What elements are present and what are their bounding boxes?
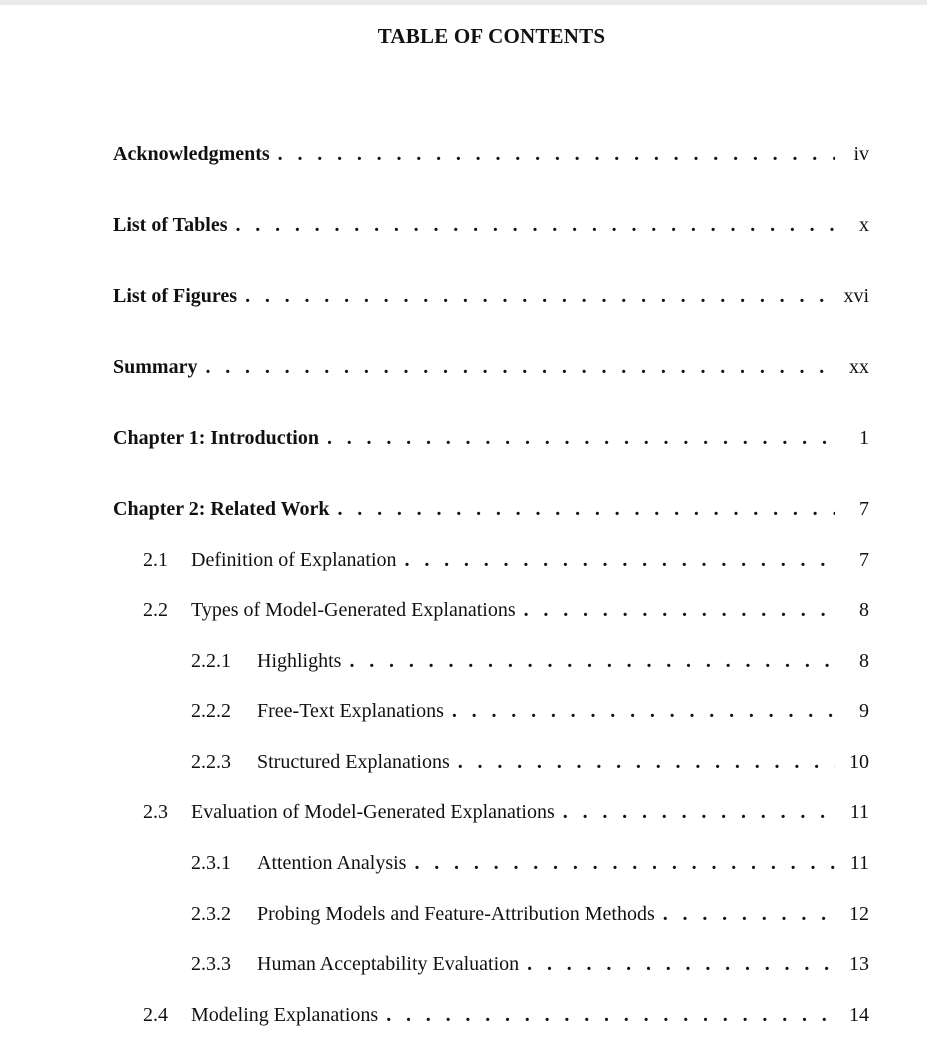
toc-entry-page-number: xx <box>849 356 869 378</box>
toc-entry[interactable] <box>113 282 869 310</box>
toc-dot-leader <box>337 495 835 523</box>
toc-entry[interactable] <box>113 424 869 452</box>
toc-entry[interactable] <box>191 647 869 675</box>
toc-dot-leader <box>327 424 835 452</box>
toc-entry-title: Modeling Explanations <box>191 1004 379 1026</box>
toc-entry-page-number: 11 <box>849 852 869 874</box>
toc-entry-page-number: x <box>859 214 869 236</box>
toc-entry[interactable] <box>143 546 869 574</box>
toc-entry-title: List of Figures <box>113 285 238 307</box>
toc-entry[interactable] <box>143 596 869 624</box>
toc-dot-leader <box>458 748 835 776</box>
toc-entry-page-number: xvi <box>843 285 869 307</box>
toc-entry-title: Summary <box>113 356 198 378</box>
toc-dot-leader <box>452 697 835 725</box>
toc-entry-title: Highlights <box>257 650 342 672</box>
toc-entry[interactable] <box>191 697 869 725</box>
toc-entry-page-number: 14 <box>849 1004 869 1026</box>
toc-entry-page-number: 1 <box>859 427 869 449</box>
toc-entry[interactable] <box>191 748 869 776</box>
toc-entry-title: Types of Model-Generated Explanations <box>191 599 516 621</box>
toc-dot-leader <box>663 900 835 928</box>
toc-entry[interactable] <box>191 900 869 928</box>
toc-entry-page-number: 9 <box>859 700 869 722</box>
toc-entry-number: 2.3.2 <box>191 903 231 925</box>
toc-entry-title: Human Acceptability Evaluation <box>257 953 520 975</box>
page-title: TABLE OF CONTENTS <box>377 24 606 48</box>
toc-dot-leader <box>386 1001 835 1029</box>
toc-entry-title: List of Tables <box>113 214 228 236</box>
toc-dot-leader <box>205 353 835 381</box>
toc-entry-number: 2.2.2 <box>191 700 231 722</box>
toc-dot-leader <box>563 798 835 826</box>
toc-dot-leader <box>235 211 835 239</box>
toc-entry-page-number: iv <box>853 143 869 165</box>
toc-dot-leader <box>278 140 835 168</box>
toc-entry[interactable] <box>143 1001 869 1029</box>
toc-entry-number: 2.4 <box>143 1004 168 1026</box>
toc-dot-leader <box>405 546 835 574</box>
toc-entry[interactable] <box>113 140 869 168</box>
toc-entry-number: 2.3 <box>143 801 168 823</box>
toc-entry-page-number: 13 <box>849 953 869 975</box>
toc-entry-number: 2.3.3 <box>191 953 231 975</box>
toc-entry-number: 2.2.1 <box>191 650 231 672</box>
toc-entry-page-number: 8 <box>859 650 869 672</box>
toc-entry-title: Chapter 1: Introduction <box>113 427 319 449</box>
toc-entry-page-number: 7 <box>859 498 869 520</box>
toc-entry[interactable] <box>113 353 869 381</box>
toc-entry-number: 2.1 <box>143 549 168 571</box>
toc-entry-page-number: 11 <box>849 801 869 823</box>
toc-entry-page-number: 8 <box>859 599 869 621</box>
toc-entry-page-number: 7 <box>859 549 869 571</box>
toc-entry-page-number: 12 <box>849 903 869 925</box>
toc-entry[interactable] <box>113 211 869 239</box>
toc-entry-title: Evaluation of Model-Generated Explanations <box>191 801 555 823</box>
toc-entry-title: Chapter 2: Related Work <box>113 498 330 520</box>
toc-entry-number: 2.2 <box>143 599 168 621</box>
toc-entry[interactable] <box>191 950 869 978</box>
toc-entry[interactable] <box>143 798 869 826</box>
toc-entry-title: Definition of Explanation <box>191 549 397 571</box>
toc-entry-title: Free-Text Explanations <box>257 700 444 722</box>
toc-dot-leader <box>527 950 835 978</box>
toc-entry[interactable] <box>113 495 869 523</box>
toc-entry-title: Acknowledgments <box>113 143 270 165</box>
toc-entry-title: Structured Explanations <box>257 751 450 773</box>
toc-dot-leader <box>245 282 835 310</box>
toc-entry-title: Probing Models and Feature-Attribution Methods <box>257 903 655 925</box>
toc-dot-leader <box>524 596 835 624</box>
page-top-edge <box>0 0 927 5</box>
toc-entry-number: 2.2.3 <box>191 751 231 773</box>
toc-entry-page-number: 10 <box>849 751 869 773</box>
toc-dot-leader <box>349 647 835 675</box>
toc-entry-title: Attention Analysis <box>257 852 407 874</box>
toc-entry[interactable] <box>191 849 869 877</box>
toc-entry-number: 2.3.1 <box>191 852 231 874</box>
toc-dot-leader <box>414 849 835 877</box>
